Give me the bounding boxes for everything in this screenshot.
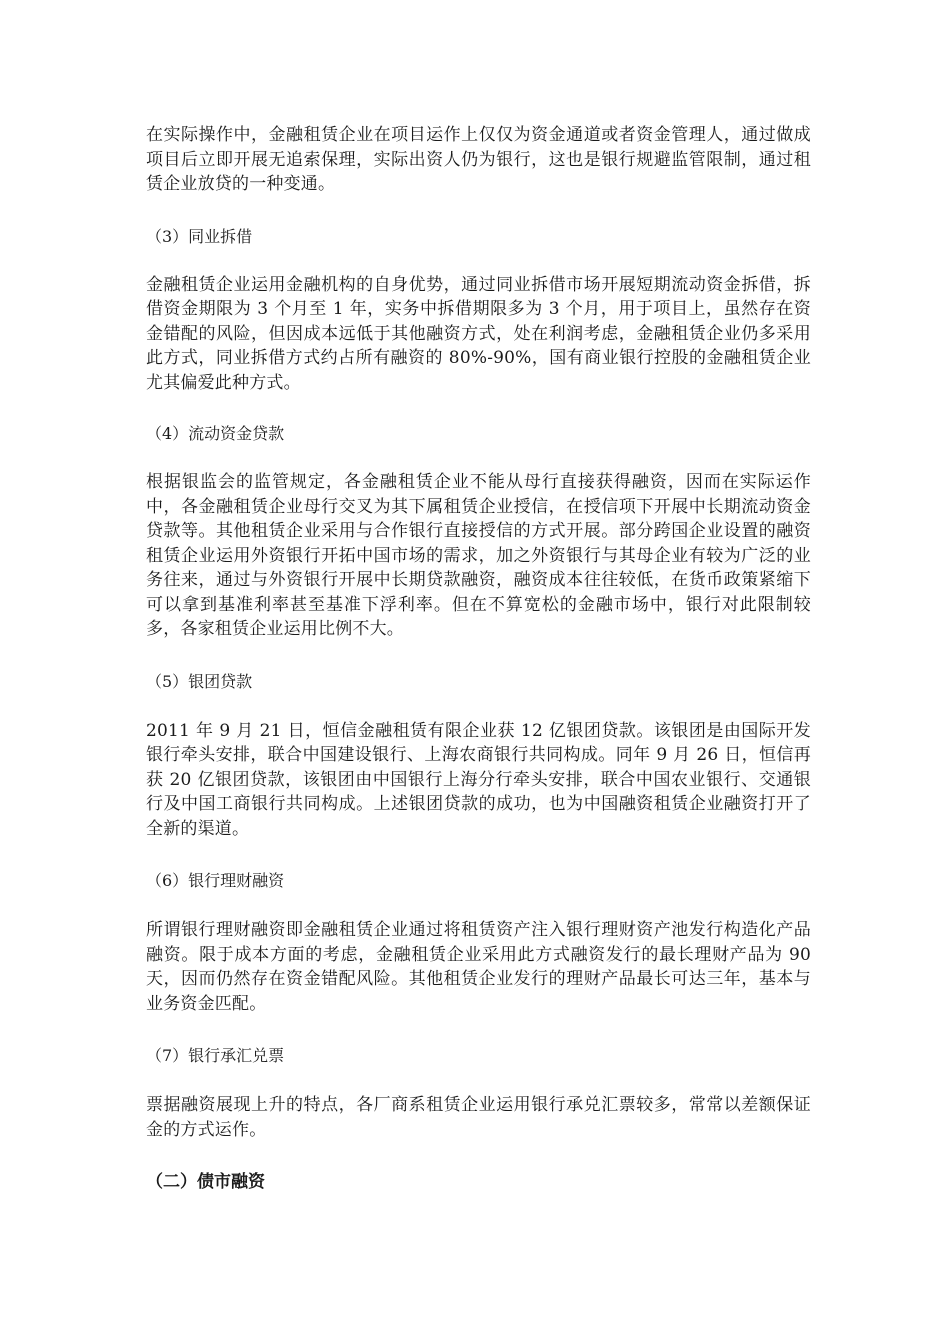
subheading-working-capital-loan: （4）流动资金贷款 [146, 424, 285, 443]
subheading-wealth-management-financing: （6）银行理财融资 [146, 871, 285, 890]
paragraph-bank-channel: 在实际操作中，金融租赁企业在项目运作上仅仅为资金通道或者资金管理人，通过做成项目后立即开展无追索保理，实际出资人仍为银行，这也是银行规避监管限制，通过租赁企业放贷的一种变通。 [146, 125, 811, 194]
document-page [146, 123, 811, 1194]
subheading-syndicated-loan: （5）银团贷款 [146, 671, 253, 691]
subheading-interbank-lending: （3）同业拆借 [146, 226, 253, 246]
paragraph-wealth-management-financing: 所谓银行理财融资即金融租赁企业通过将租赁资产注入银行理财资产池发行构造化产品融资。限于成本方面的考虑，金融租赁企业采用此方式融资发行的最长理财产品为 90 天，因而仍然存在资金错配风险。其他租赁企业发行的理财产品最长可达三年，基本与业务资金匹配。 [146, 920, 811, 1014]
paragraph-bank-acceptance-bill: 票据融资展现上升的特点，各厂商系租赁企业运用银行承兑汇票较多，常常以差额保证金的方式运作。 [146, 1095, 811, 1140]
paragraph-syndicated-loan: 2011 年 9 月 21 日，恒信金融租赁有限企业获 12 亿银团贷款。该银团是由国际开发银行牵头安排，联合中国建设银行、上海农商银行共同构成。同年 9 月 26 日，恒信再获 20 亿银团贷款，该银团由中国银行上海分行牵头安排，联合中国农业银行、交通银行及中国工商银行共同构成。上述银团贷款的成功，也为中国融资租赁企业融资打开了全新的渠道。 [146, 720, 811, 839]
paragraph-interbank-lending: 金融租赁企业运用金融机构的自身优势，通过同业拆借市场开展短期流动资金拆借，拆借资金期限为 3 个月至 1 年，实务中拆借期限多为 3 个月，用于项目上，虽然存在资金错配的风险，但因成本远低于其他融资方式，处在利润考虑，金融租赁企业仍多采用此方式，同业拆借方式约占所有融资的 80%-90%，国有商业银行控股的金融租赁企业尤其偏爱此种方式。 [146, 274, 811, 393]
paragraph-working-capital-loan: 根据银监会的监管规定，各金融租赁企业不能从母行直接获得融资，因而在实际运作中，各金融租赁企业母行交叉为其下属租赁企业授信，在授信项下开展中长期流动资金贷款等。其他租赁企业采用与合作银行直接授信的方式开展。部分跨国企业设置的融资租赁企业运用外资银行开拓中国市场的需求，加之外资银行与其母企业有较为广泛的业务往来，通过与外资银行开展中长期贷款融资，融资成本往往较低，在货币政策紧缩下可以拿到基准利率甚至基准下浮利率。但在不算宽松的金融市场中，银行对此限制较多，各家租赁企业运用比例不大。 [146, 472, 811, 639]
section-heading-bond-financing: （二）债市融资 [146, 1172, 265, 1192]
subheading-bank-acceptance-bill: （7）银行承汇兑票 [146, 1046, 285, 1065]
